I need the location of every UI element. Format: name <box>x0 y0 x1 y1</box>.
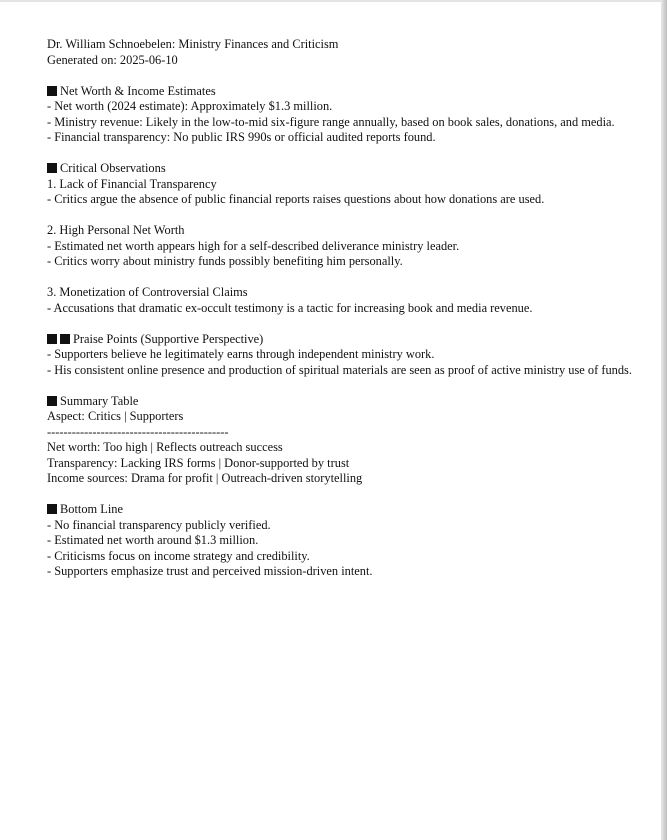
list-item: - Estimated net worth around $1.3 million. <box>47 533 259 547</box>
list-item: - Ministry revenue: Likely in the low-to-mid six-figure range annually, based on book sales, donations, and media. <box>47 114 615 129</box>
subheading: 2. High Personal Net Worth <box>47 223 185 237</box>
list-item: - Critics argue the absence of public financial reports raises questions about how donations are used. <box>47 192 545 206</box>
summary-header-row: Aspect: Critics | Supporters <box>47 409 184 423</box>
list-item: - Accusations that dramatic ex-occult testimony is a tactic for increasing book and media revenue. <box>47 300 533 315</box>
spacer <box>47 487 661 503</box>
list-item: - Estimated net worth appears high for a self-described deliverance ministry leader. <box>47 238 460 253</box>
spacer <box>47 146 661 162</box>
table-row: Income sources: Drama for profit | Outreach-driven storytelling <box>47 471 363 485</box>
section-heading-net-worth: Net Worth & Income Estimates <box>47 84 661 100</box>
list-item: - Net worth (2024 estimate): Approximately $1.3 million. <box>47 99 333 113</box>
square-bullet-icon <box>47 396 57 406</box>
list-item: - Criticisms focus on income strategy and credibility. <box>47 548 310 563</box>
spacer <box>47 378 661 394</box>
page-right-edge <box>661 0 667 840</box>
spacer <box>47 68 661 84</box>
section-heading-bottom-line: Bottom Line <box>47 502 661 518</box>
subheading: 1. Lack of Financial Transparency <box>47 176 217 191</box>
generated-date: Generated on: 2025-06-10 <box>47 52 178 67</box>
spacer <box>47 316 661 332</box>
list-item: - Critics worry about ministry funds possibly benefiting him personally. <box>47 254 403 268</box>
list-item: - Supporters emphasize trust and perceived mission-driven intent. <box>47 564 373 578</box>
square-bullet-icon <box>47 163 57 173</box>
spacer <box>47 270 661 286</box>
subheading: 3. Monetization of Controversial Claims <box>47 285 248 299</box>
document-body <box>47 37 661 580</box>
section-heading-praise: Praise Points (Supportive Perspective) <box>47 332 661 348</box>
table-row: Transparency: Lacking IRS forms | Donor-supported by trust <box>47 455 350 470</box>
document-title: Dr. William Schnoebelen: Ministry Finances and Criticism <box>47 37 339 51</box>
list-item: - No financial transparency publicly verified. <box>47 517 271 532</box>
list-item: - Supporters believe he legitimately earns through independent ministry work. <box>47 347 435 361</box>
list-item: - Financial transparency: No public IRS 990s or official audited reports found. <box>47 130 436 144</box>
table-row: Net worth: Too high | Reflects outreach success <box>47 440 283 454</box>
section-heading-critical: Critical Observations <box>47 161 661 177</box>
section-heading-summary: Summary Table <box>47 394 661 410</box>
square-bullet-icon <box>47 86 57 96</box>
page-top-edge <box>0 0 667 2</box>
square-bullet-icon <box>47 334 57 344</box>
spacer <box>47 208 661 224</box>
list-item: - His consistent online presence and production of spiritual materials are seen as proof of active ministry use of funds. <box>47 362 632 377</box>
summary-separator: -------------------------------------------- <box>47 424 229 439</box>
square-bullet-icon <box>47 504 57 514</box>
square-bullet-icon <box>60 334 70 344</box>
